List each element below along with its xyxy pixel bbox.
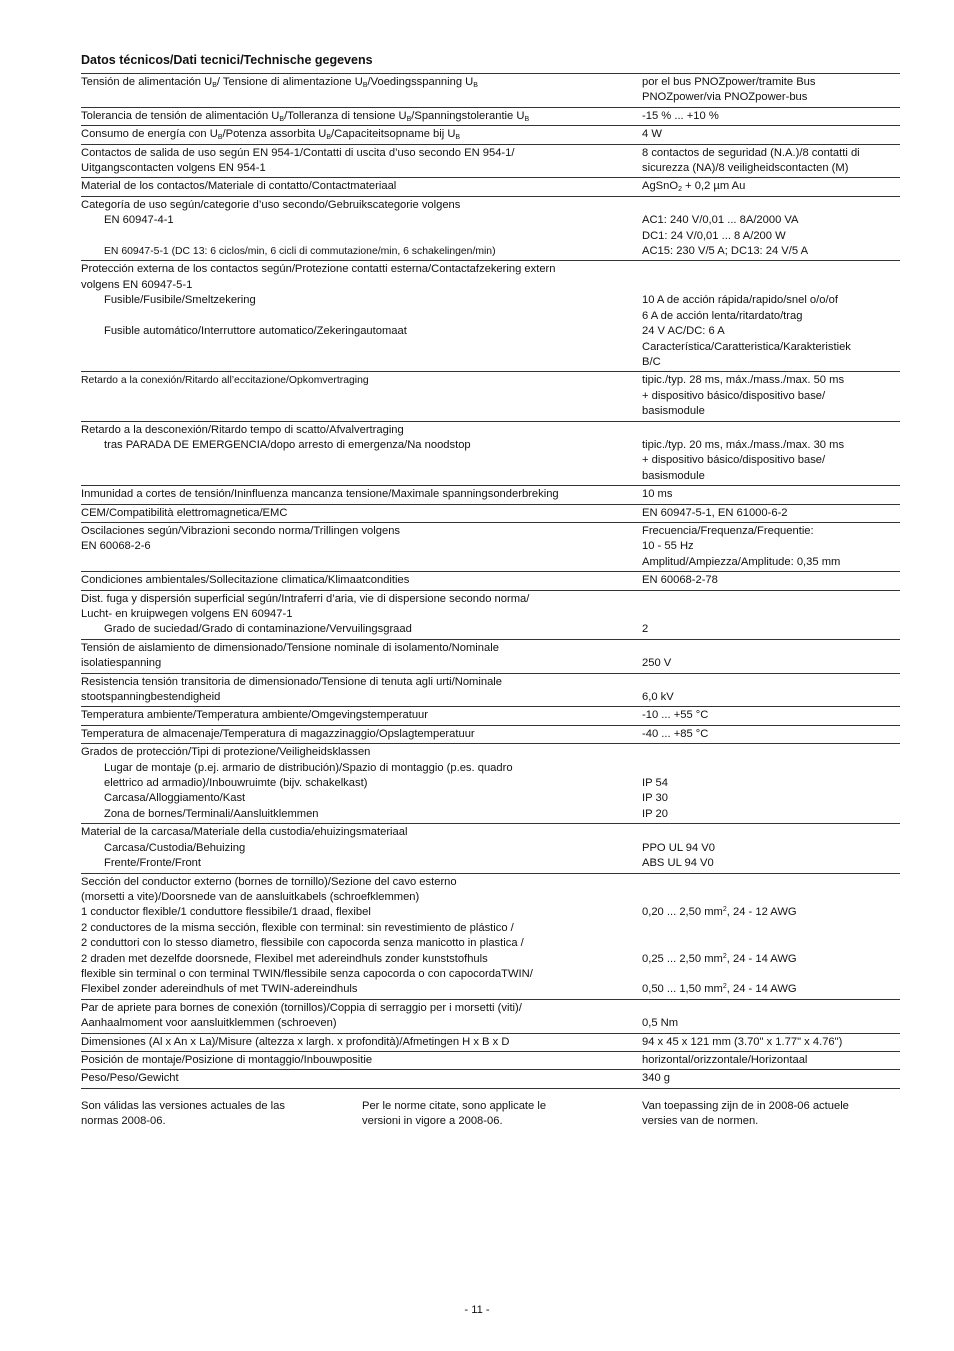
spec-label: Contactos de salida de uso según EN 954-1/Contatti di uscita d’uso secondo EN 954-1/ Uitgangscontacten volgens EN 954-1 [81,146,515,175]
table-row [81,74,900,108]
spec-value: -10 ... +55 °C [642,709,709,722]
page-content [81,52,900,1130]
table-row [81,639,900,673]
table-row [81,999,900,1033]
spec-value: tipic./typ. 20 ms, máx./mass./max. 30 ms + dispositivo básico/dispositivo base/ basismodule [642,438,845,482]
spec-value: PPO UL 94 V0 ABS UL 94 V0 [642,841,715,870]
section-heading: Datos técnicos/Dati tecnici/Technische gegevens [81,53,373,67]
spec-value: por el bus PNOZpower/tramite Bus PNOZpower/via PNOZpower-bus [642,76,816,104]
spec-label: Condiciones ambientales/Sollecitazione climatica/Klimaatcondities [81,574,410,587]
spec-label: Protección externa de los contactos según/Protezione contatti esterna/Contactafzekering extern volgens EN 60947-5-1 Fusible/Fusibile/Smeltzekering Fusible automático/Interruttore automatico/Zekeringautomaat [81,263,556,338]
spec-value: horizontal/orizzontale/Horizontaal [642,1053,808,1066]
spec-value: 250 V [642,657,672,670]
table-row [81,707,900,725]
spec-label: Grados de protección/Tipi di protezione/Veiligheidsklassen Lugar de montaje (p.ej. armario de distribución)/Spazio di montaggio (p.es. quadro elettrico ad armadio)/Inbouwruimte (bijv. schakelkast) Carcasa/Alloggiamento/Kast Zona de bornes/Terminali/Aansluitklemmen [81,746,513,820]
spec-label: Dist. fuga y dispersión superficial según/Intraferri d’aria, vie di dispersione secondo norma/ Lucht- en kruipwegen volgens EN 60947-1 Grado de suciedad/Grado di contaminazione/Vervuilingsgraad [81,592,530,636]
table-row [81,486,900,504]
spec-value: 0,20 ... 2,50 $mm^2$, 24 - 12 AWG 0,25 ... 2,50 $mm^2$, 24 - 14 AWG 0,50 ... 1,50 $mm^2$, 24 - 14 AWG [642,906,797,996]
spec-label: Material de la carcasa/Materiale della custodia/ehuizingsmateriaal Carcasa/Custodia/Behuizing Frente/Fronte/Front [81,826,408,870]
table-row [81,1033,900,1051]
table-row [81,504,900,522]
note-spanish: Son válidas las versiones actuales de las normas 2008-06. [81,1099,285,1128]
page-number: - 11 - [464,1304,490,1316]
spec-label: Categoría de uso según/categorie d’uso secondo/Gebruikscategorie volgens EN 60947-4-1 EN 60947-5-1 (DC 13: 6 ciclos/min, 6 cicli di commutazione/min, 6 schakelingen/min) [81,198,496,258]
spec-value: 10 ms [642,488,673,501]
spec-label: Temperatura ambiente/Temperatura ambiente/Omgevingstemperatuur [81,709,428,722]
table-row [81,590,900,639]
table-row [81,522,900,571]
spec-value: 4 W [642,128,662,141]
spec-label: Resistencia tensión transitoria de dimensionado/Tensione di tenuta agli urti/Nominale stootspanningbestendigheid [81,675,503,704]
spec-value: -40 ... +85 °C [642,727,709,740]
spec-value: 0,5 Nm [642,1017,679,1030]
spec-label: Par de apriete para bornes de conexión (tornillos)/Coppia di serraggio per i morsetti (viti)/ Aanhaalmoment voor aansluitklemmen (schroeven) [81,1001,522,1030]
table-row [81,824,900,873]
spec-value: AgSnO$_2$ + 0,2 µm Au [642,180,746,194]
table-row [81,1070,900,1088]
spec-label: Tensión de alimentación $U_B/$ Tensione di alimentazione $U_B$/Voedingsspanning $U_B$ [81,76,478,89]
spec-value: EN 60947-5-1, EN 61000-6-2 [642,506,788,519]
spec-value: 10 A de acción rápida/rapido/snel o/o/of 6 A de acción lenta/ritardato/trag 24 V AC/DC: 6 A Característica/Caratteristica/Karakteristiek B/C [642,294,851,368]
table-row [81,744,900,824]
spec-value: 6,0 kV [642,691,674,704]
spec-value: 340 g [642,1072,670,1085]
table-row [81,572,900,590]
standards-notes [81,1099,900,1130]
table-row [81,196,900,261]
table-row [81,673,900,707]
table-row [81,421,900,486]
spec-label: Temperatura de almacenaje/Temperatura di magazzinaggio/Opslagtemperatuur [81,727,475,740]
spec-label: CEM/Compatibilità elettromagnetica/EMC [81,506,288,519]
spec-label: Inmunidad a cortes de tensión/Ininfluenza mancanza tensione/Maximale spanningsonderbreking [81,488,559,501]
note-dutch: Van toepassing zijn de in 2008-06 actuele versies van de normen. [642,1099,849,1128]
spec-label: Retardo a la desconexión/Ritardo tempo di scatto/Afvalvertraging tras PARADA DE EMERGENCIA/dopo arresto di emergenza/Na noodstop [81,423,471,451]
table-row [81,725,900,743]
spec-value: AC1: 240 V/0,01 ... 8A/2000 VA DC1: 24 V/0,01 ... 8 A/200 W AC15: 230 V/5 A; DC13: 24 V/5 A [642,214,809,258]
spec-label: Consumo de energía con $U_B$/Potenza assorbita $U_B$/Capaciteitsopname bij $U_B$ [81,128,461,142]
table-row [81,107,900,125]
spec-value: IP 54 IP 30 IP 20 [642,777,668,820]
spec-label: Tensión de aislamiento de dimensionado/Tensione nominale di isolamento/Nominale isolatiespanning [81,641,499,670]
spec-label: Sección del conductor externo (bornes de tornillo)/Sezione del cavo esterno (morsetti a vite)/Doorsnede van de aansluitkabels (schroefklemmen) 1 conductor flexible/1 conduttore flessibile/1 draad, flexibel 2 conductores de la misma sección, flexible con terminal: sin revestimiento de plástico / 2 conduttori con lo stesso diametro, flessibile con capocorda senza manicotto in plastica / 2 draden met dezelfde doorsnede, Flexibel met adereindhuls zonder kunststofhuls flexible sin terminal o con terminal TWIN/flessibile senza capocorda o con capocordaTWIN/ Flexibel zonder adereindhuls of met TWIN-adereindhuls [81,875,533,996]
spec-value: EN 60068-2-78 [642,574,718,587]
specs-table [81,73,900,1089]
spec-label: Oscilaciones según/Vibrazioni secondo norma/Trillingen volgens EN 60068-2-6 [81,524,401,553]
spec-value: -15 % ... +10 % [642,109,719,122]
table-row [81,126,900,144]
spec-label: Dimensiones (Al x An x La)/Misure (altezza x largh. x profondità)/Afmetingen H x B x D [81,1035,510,1048]
spec-label: Tolerancia de tensión de alimentación $U_B$/Tolleranza di tensione $U_B$/Spanningstolerantie $U_B$ [81,109,530,123]
table-row [81,1051,900,1069]
note-italian: Per le norme citate, sono applicate le versioni in vigore a 2008-06. [362,1099,547,1128]
spec-label: Material de los contactos/Materiale di contatto/Contactmateriaal [81,180,397,193]
spec-label: Retardo a la conexión/Ritardo all’eccitazione/Opkomvertraging [81,375,369,387]
spec-value: tipic./typ. 28 ms, máx./mass./max. 50 ms + dispositivo básico/dispositivo base/ basismodule [642,374,845,418]
table-row [81,178,900,196]
table-row [81,261,900,372]
table-row [81,372,900,421]
spec-value: 2 [642,623,649,636]
spec-value: 8 contactos de seguridad (N.A.)/8 contatti di sicurezza (NA)/8 veiligheidscontacten (M) [642,146,860,175]
spec-value: Frecuencia/Frequenza/Frequentie: 10 - 55 Hz Amplitud/Ampiezza/Amplitude: 0,35 mm [642,524,841,568]
table-row [81,144,900,178]
spec-label: Peso/Peso/Gewicht [81,1072,179,1085]
spec-label: Posición de montaje/Posizione di montaggio/Inbouwpositie [81,1053,373,1066]
spec-value: 94 x 45 x 121 mm (3.70" x 1.77" x 4.76") [642,1035,843,1048]
table-row [81,873,900,999]
